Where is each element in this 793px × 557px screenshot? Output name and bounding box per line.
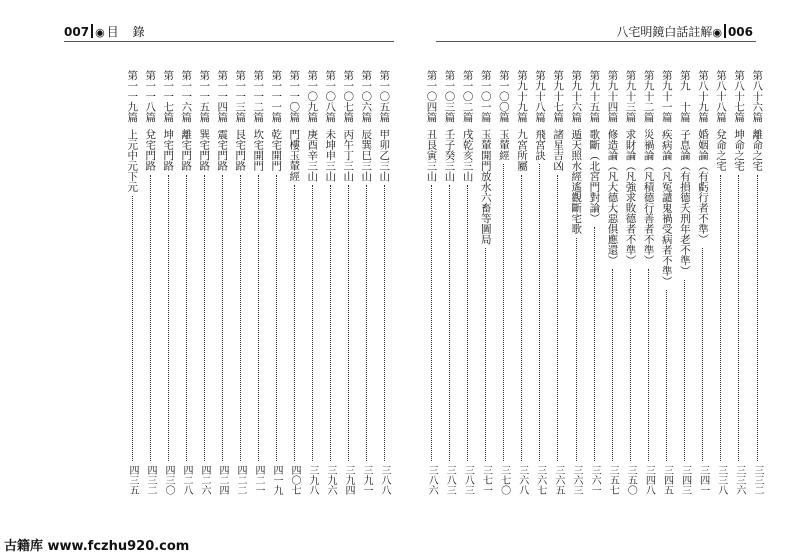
dot-leader xyxy=(666,290,667,461)
dot-leader xyxy=(366,185,367,461)
dot-leader xyxy=(384,185,385,461)
dot-leader xyxy=(330,185,331,461)
toc-entry xyxy=(459,70,475,495)
chapter-title: 歌斷（北宮門對論） xyxy=(588,128,601,223)
chapter-number: 第一〇七篇 xyxy=(342,70,355,123)
chapter-number: 第九十四篇 xyxy=(606,70,619,123)
chapter-title: 飛宮訣 xyxy=(534,128,547,160)
chapter-number: 第九十八篇 xyxy=(534,70,547,123)
chapter-title: 疾病論（凡冤譴鬼禍受病者不準） xyxy=(660,128,673,286)
toc-entry xyxy=(677,70,693,495)
header-divider-bar xyxy=(724,24,726,38)
chapter-title: 艮宅門路 xyxy=(234,128,247,171)
chapter-number: 第一〇六篇 xyxy=(360,70,373,123)
chapter-number: 第一〇三篇 xyxy=(443,70,456,123)
chapter-title: 辰巽巳三山 xyxy=(360,128,373,181)
dot-leader xyxy=(449,185,450,461)
chapter-number: 第一〇四篇 xyxy=(425,70,438,123)
page-number: 四二八 xyxy=(181,465,192,495)
dot-leader xyxy=(467,185,468,461)
left-page-number: 007 xyxy=(64,25,90,39)
dot-leader xyxy=(612,269,613,461)
chapter-title: 未坤申三山 xyxy=(324,128,337,181)
chapter-number: 第一〇〇篇 xyxy=(497,70,510,123)
dot-leader xyxy=(312,185,313,461)
dot-leader xyxy=(503,164,504,461)
toc-entry xyxy=(340,70,356,495)
dot-leader xyxy=(521,175,522,462)
chapter-number: 第一一八篇 xyxy=(144,70,157,123)
page-number: 四二六 xyxy=(199,465,210,495)
page-number: 三六三 xyxy=(571,465,582,495)
page-number: 三八六 xyxy=(426,465,438,495)
page-number: 三三二 xyxy=(752,465,763,495)
left-header-rule xyxy=(64,41,394,42)
chapter-title: 丑艮寅三山 xyxy=(425,128,438,181)
chapter-title: 壬子癸三山 xyxy=(443,128,456,181)
page-number: 四三五 xyxy=(127,465,138,495)
toc-entry xyxy=(178,70,194,495)
chapter-title: 坎宅開門 xyxy=(252,128,265,171)
toc-entry xyxy=(142,70,158,495)
toc-entry xyxy=(640,70,656,495)
bullseye-icon: ◉ xyxy=(95,26,105,39)
page-number: 三四三 xyxy=(679,465,691,495)
page-number: 三七一 xyxy=(480,465,492,495)
toc-entry xyxy=(214,70,230,495)
section-label: 目錄 xyxy=(106,25,159,39)
chapter-number: 第九十一篇 xyxy=(660,70,673,123)
chapter-number: 第九十二篇 xyxy=(642,70,655,123)
chapter-number: 第一〇八篇 xyxy=(324,70,337,123)
chapter-title: 震宅門路 xyxy=(216,128,229,171)
toc-entry xyxy=(749,70,765,495)
page-number: 三四一 xyxy=(697,465,709,495)
dot-leader xyxy=(168,175,169,462)
toc-entry xyxy=(358,70,374,495)
chapter-number: 第九十六篇 xyxy=(570,70,583,123)
chapter-title: 丙午丁三山 xyxy=(342,128,355,181)
chapter-title: 兌命之宅 xyxy=(715,128,728,171)
page-number: 三九四 xyxy=(343,465,354,495)
toc-entry xyxy=(731,70,747,495)
bullseye-icon: ◉ xyxy=(712,26,722,39)
dot-leader xyxy=(240,175,241,462)
page-number: 四〇七 xyxy=(289,465,300,495)
chapter-number: 第一〇九篇 xyxy=(306,70,319,123)
page-number: 三七〇 xyxy=(498,465,510,495)
chapter-title: 遁天照水經遙觀斷宅歌 xyxy=(570,128,583,234)
page-number: 三八三 xyxy=(462,465,474,495)
chapter-number: 第一一〇篇 xyxy=(288,70,301,123)
toc-entry xyxy=(322,70,338,495)
chapter-title: 坤宅門路 xyxy=(162,128,175,171)
page-number: 三三六 xyxy=(733,465,745,495)
toc-entry xyxy=(304,70,320,495)
page-number: 三五七 xyxy=(607,465,619,495)
page-number: 四一九 xyxy=(271,465,282,495)
toc-entry xyxy=(286,70,302,495)
dot-leader xyxy=(294,185,295,461)
chapter-number: 第一一六篇 xyxy=(180,70,193,123)
right-page-number: 006 xyxy=(727,25,753,39)
chapter-number: 第八十八篇 xyxy=(715,70,728,123)
chapter-title: 坤命之宅 xyxy=(733,128,746,171)
chapter-title: 戌乾亥三山 xyxy=(461,128,474,181)
page-number: 三四八 xyxy=(643,465,655,495)
chapter-number: 第一一五篇 xyxy=(198,70,211,123)
chapter-number: 第八十七篇 xyxy=(733,70,746,123)
dot-leader xyxy=(702,248,703,461)
chapter-number: 第一〇一篇 xyxy=(479,70,492,123)
chapter-title: 子息論（有損德夭刑年老不準） xyxy=(678,128,691,276)
toc-entry xyxy=(250,70,266,495)
chapter-number: 第一一九篇 xyxy=(126,70,139,123)
chapter-title: 離命之宅 xyxy=(751,128,764,171)
toc-entry xyxy=(478,70,494,495)
dot-leader xyxy=(348,185,349,461)
page-number: 三八八 xyxy=(379,465,390,495)
chapter-number: 第一一一篇 xyxy=(270,70,283,123)
page-number: 三六五 xyxy=(552,465,564,495)
watermark-text: 古籍库 www.fczhu920.com xyxy=(4,539,190,554)
toc-entry xyxy=(695,70,711,495)
toc-entry xyxy=(232,70,248,495)
chapter-number: 第一一七篇 xyxy=(162,70,175,123)
toc-entry xyxy=(622,70,638,495)
header-divider-bar xyxy=(91,24,93,38)
chapter-title: 災禍論（凡積德行善者不準） xyxy=(642,128,655,265)
dot-leader xyxy=(684,280,685,462)
right-page-header xyxy=(616,24,753,40)
chapter-title: 修造論（凡大德大惡俱應還） xyxy=(606,128,619,265)
page-number: 三六八 xyxy=(516,465,528,495)
toc-entry xyxy=(496,70,512,495)
toc-entry xyxy=(659,70,675,495)
chapter-title: 諸星吉凶 xyxy=(552,128,565,171)
dot-leader xyxy=(222,175,223,462)
chapter-number: 第一一四篇 xyxy=(216,70,229,123)
chapter-title: 甲卯乙三山 xyxy=(378,128,391,181)
dot-leader xyxy=(594,227,595,461)
toc-entry xyxy=(160,70,176,495)
right-header-rule xyxy=(436,41,756,42)
dot-leader xyxy=(150,175,151,462)
page-number: 三六一 xyxy=(589,465,601,495)
chapter-title: 兌宅門路 xyxy=(144,128,157,171)
toc-entry xyxy=(423,70,439,495)
page-number: 四二一 xyxy=(253,465,264,495)
page-number: 四三二 xyxy=(145,465,156,495)
dot-leader xyxy=(757,175,758,462)
dot-leader xyxy=(258,175,259,462)
dot-leader xyxy=(648,269,649,461)
toc-entry xyxy=(532,70,548,495)
chapter-title: 門樓玉輦經 xyxy=(288,128,301,181)
chapter-number: 第一一二篇 xyxy=(252,70,265,123)
chapter-title: 求財論（凡強求敗德者不準） xyxy=(624,128,637,265)
toc-entry xyxy=(268,70,284,495)
chapter-number: 第一〇五篇 xyxy=(378,70,391,123)
chapter-number: 第八十六篇 xyxy=(751,70,764,123)
toc-entry xyxy=(441,70,457,495)
dot-leader xyxy=(576,238,577,462)
chapter-number: 第一〇二篇 xyxy=(461,70,474,123)
chapter-title: 巽宅門路 xyxy=(198,128,211,171)
toc-entry xyxy=(550,70,566,495)
chapter-number: 第九十七篇 xyxy=(552,70,565,123)
chapter-title: 九宮所屬 xyxy=(515,128,528,171)
chapter-number: 第九 十篇 xyxy=(678,70,691,123)
page-number: 三九一 xyxy=(361,465,372,495)
page-number: 四三〇 xyxy=(163,465,174,495)
dot-leader xyxy=(539,164,540,461)
dot-leader xyxy=(204,175,205,462)
dot-leader xyxy=(186,175,187,462)
page-number: 三三八 xyxy=(715,465,727,495)
toc-entry xyxy=(586,70,602,495)
left-page-header xyxy=(64,24,159,40)
chapter-number: 第九十三篇 xyxy=(624,70,637,123)
dot-leader xyxy=(132,196,133,462)
chapter-number: 第一一三篇 xyxy=(234,70,247,123)
page-number: 四二二 xyxy=(235,465,246,495)
page-number: 三四五 xyxy=(661,465,673,495)
chapter-number: 第九十九篇 xyxy=(515,70,528,123)
dot-leader xyxy=(485,248,486,461)
page-number: 三九六 xyxy=(325,465,336,495)
toc-entry xyxy=(604,70,620,495)
chapter-title: 婚姻論（有虧行者不準） xyxy=(696,128,709,244)
toc-entry xyxy=(196,70,212,495)
chapter-title: 上元中元下元 xyxy=(126,128,139,192)
page-number: 三九八 xyxy=(307,465,318,495)
toc-entry xyxy=(124,70,140,495)
chapter-title: 玉輦開門放水六畜等圖局 xyxy=(479,128,492,244)
page-number: 三六七 xyxy=(534,465,546,495)
page-number: 四二四 xyxy=(217,465,228,495)
chapter-title: 乾宅開門 xyxy=(270,128,283,171)
chapter-number: 第九十五篇 xyxy=(588,70,601,123)
page-number: 三八三 xyxy=(444,465,456,495)
book-title: 八宅明鏡白話註解 xyxy=(616,25,713,39)
toc-entry xyxy=(713,70,729,495)
page-number: 三五〇 xyxy=(625,465,637,495)
toc-entry xyxy=(376,70,392,495)
dot-leader xyxy=(720,175,721,462)
dot-leader xyxy=(557,175,558,462)
dot-leader xyxy=(276,175,277,462)
chapter-number: 第八十九篇 xyxy=(696,70,709,123)
chapter-title: 庚酉辛三山 xyxy=(306,128,319,181)
dot-leader xyxy=(431,185,432,461)
toc-entry xyxy=(514,70,530,495)
dot-leader xyxy=(738,175,739,462)
chapter-title: 玉輦經 xyxy=(497,128,510,160)
dot-leader xyxy=(630,269,631,461)
toc-entry xyxy=(568,70,584,495)
chapter-title: 離宅門路 xyxy=(180,128,193,171)
